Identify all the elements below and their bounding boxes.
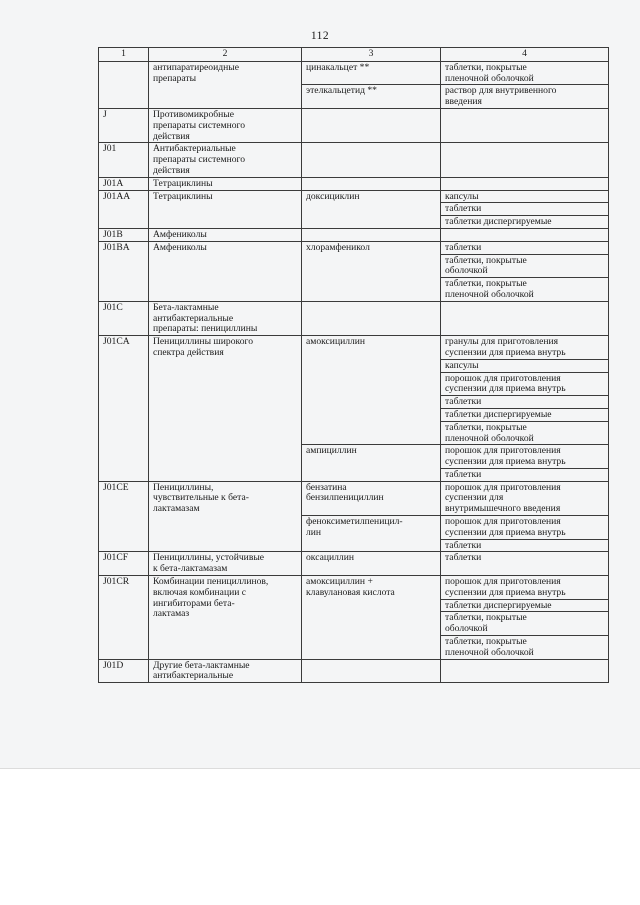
group-name-cell: антипаратиреоидные препараты	[149, 61, 302, 108]
table-row	[99, 61, 609, 85]
header-col-1: 1	[99, 48, 149, 62]
dosage-form-cell	[441, 301, 609, 335]
dosage-form-cell: таблетки, покрытые оболочкой	[441, 254, 609, 278]
dosage-form-cell: гранулы для приготовления суспензии для приема внутрь	[441, 336, 609, 360]
header-row	[99, 48, 609, 62]
atc-code-cell	[99, 61, 149, 108]
table-row	[99, 336, 609, 360]
drug-name-cell: этелкальцетид **	[302, 85, 441, 109]
dosage-form-cell: таблетки, покрытые пленочной оболочкой	[441, 61, 609, 85]
dosage-form-cell: порошок для приготовления суспензии для приема внутрь	[441, 516, 609, 540]
group-name-cell: Другие бета-лактамные антибактериальные	[149, 659, 302, 683]
dosage-form-cell: таблетки	[441, 241, 609, 254]
group-name-cell: Амфениколы	[149, 228, 302, 241]
group-name-cell: Бета-лактамные антибактериальные препараты: пенициллины	[149, 301, 302, 335]
dosage-form-cell: таблетки	[441, 203, 609, 216]
table-row	[99, 190, 609, 203]
dosage-form-cell: таблетки	[441, 552, 609, 576]
drug-name-cell: хлорамфеникол	[302, 241, 441, 301]
dosage-form-cell: раствор для внутривенного введения	[441, 85, 609, 109]
header-col-3: 3	[302, 48, 441, 62]
table-row	[99, 576, 609, 600]
table-row	[99, 659, 609, 683]
drug-name-cell	[302, 228, 441, 241]
drug-name-cell: феноксиметилпеницил- лин	[302, 516, 441, 552]
drug-name-cell: амоксициллин	[302, 336, 441, 445]
table-row	[99, 177, 609, 190]
dosage-form-cell: капсулы	[441, 359, 609, 372]
group-name-cell: Тетрациклины	[149, 190, 302, 228]
drug-name-cell: амоксициллин + клавулановая кислота	[302, 576, 441, 660]
dosage-form-cell	[441, 659, 609, 683]
header-col-4: 4	[441, 48, 609, 62]
group-name-cell: Пенициллины широкого спектра действия	[149, 336, 302, 482]
atc-code-cell: J01CR	[99, 576, 149, 660]
drug-list-table	[98, 47, 609, 683]
dosage-form-cell: таблетки	[441, 539, 609, 552]
dosage-form-cell: таблетки, покрытые пленочной оболочкой	[441, 278, 609, 302]
drug-name-cell: оксациллин	[302, 552, 441, 576]
group-name-cell: Антибактериальные препараты системного действия	[149, 143, 302, 177]
dosage-form-cell: капсулы	[441, 190, 609, 203]
drug-name-cell	[302, 108, 441, 142]
group-name-cell: Тетрациклины	[149, 177, 302, 190]
dosage-form-cell: таблетки, покрытые пленочной оболочкой	[441, 421, 609, 445]
dosage-form-cell: таблетки, покрытые пленочной оболочкой	[441, 636, 609, 660]
header-col-2: 2	[149, 48, 302, 62]
atc-code-cell: J01B	[99, 228, 149, 241]
group-name-cell: Противомикробные препараты системного действия	[149, 108, 302, 142]
table-row	[99, 301, 609, 335]
page-number: 112	[310, 30, 330, 42]
atc-code-cell: J01A	[99, 177, 149, 190]
dosage-form-cell	[441, 143, 609, 177]
atc-code-cell: J01D	[99, 659, 149, 683]
drug-name-cell	[302, 659, 441, 683]
drug-name-cell: доксициклин	[302, 190, 441, 228]
dosage-form-cell: таблетки, покрытые оболочкой	[441, 612, 609, 636]
table-row	[99, 228, 609, 241]
dosage-form-cell: таблетки	[441, 468, 609, 481]
atc-code-cell: J01AA	[99, 190, 149, 228]
group-name-cell: Комбинации пенициллинов, включая комбинации с ингибиторами бета- лактамаз	[149, 576, 302, 660]
atc-code-cell: J01BA	[99, 241, 149, 301]
table-row	[99, 108, 609, 142]
atc-code-cell: J01CF	[99, 552, 149, 576]
drug-name-cell: бензатина бензилпенициллин	[302, 481, 441, 515]
dosage-form-cell: порошок для приготовления суспензии для приема внутрь	[441, 576, 609, 600]
atc-code-cell: J	[99, 108, 149, 142]
group-name-cell: Пенициллины, устойчивые к бета-лактамазам	[149, 552, 302, 576]
dosage-form-cell: таблетки диспергируемые	[441, 408, 609, 421]
dosage-form-cell: таблетки диспергируемые	[441, 216, 609, 229]
dosage-form-cell: таблетки диспергируемые	[441, 599, 609, 612]
drug-name-cell: цинакальцет **	[302, 61, 441, 85]
drug-name-cell	[302, 143, 441, 177]
table-row	[99, 481, 609, 515]
dosage-form-cell	[441, 177, 609, 190]
dosage-form-cell: порошок для приготовления суспензии для приема внутрь	[441, 445, 609, 469]
drug-name-cell: ампициллин	[302, 445, 441, 481]
atc-code-cell: J01CA	[99, 336, 149, 482]
drug-name-cell	[302, 177, 441, 190]
table-row	[99, 143, 609, 177]
dosage-form-cell	[441, 228, 609, 241]
dosage-form-cell: таблетки	[441, 396, 609, 409]
dosage-form-cell: порошок для приготовления суспензии для внутримышечного введения	[441, 481, 609, 515]
dosage-form-cell	[441, 108, 609, 142]
group-name-cell: Амфениколы	[149, 241, 302, 301]
dosage-form-cell: порошок для приготовления суспензии для приема внутрь	[441, 372, 609, 396]
group-name-cell: Пенициллины, чувствительные к бета- лактамазам	[149, 481, 302, 552]
drug-name-cell	[302, 301, 441, 335]
atc-code-cell: J01CE	[99, 481, 149, 552]
atc-code-cell: J01	[99, 143, 149, 177]
table-row	[99, 552, 609, 576]
table-row	[99, 241, 609, 254]
atc-code-cell: J01C	[99, 301, 149, 335]
